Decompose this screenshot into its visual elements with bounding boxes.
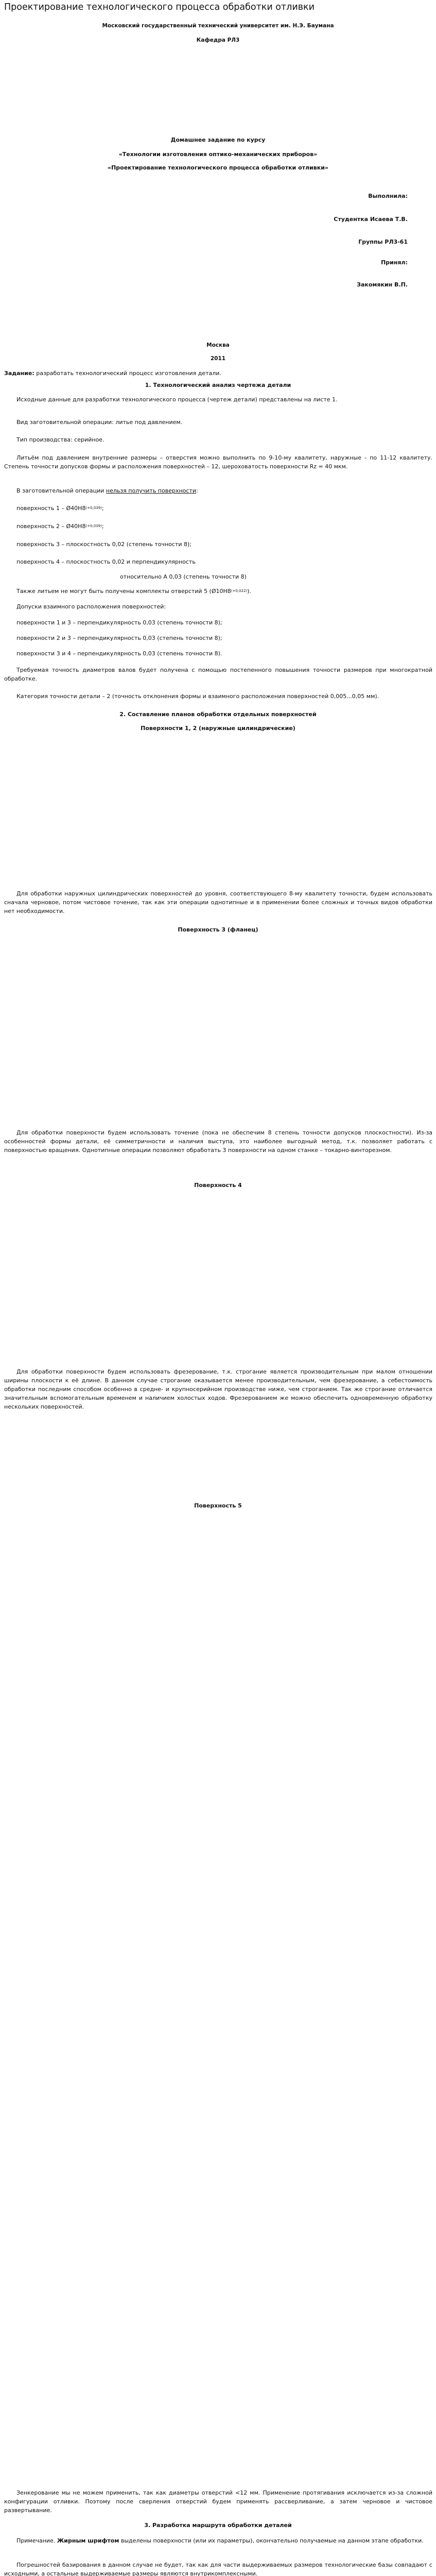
task-statement	[4, 369, 432, 378]
s1-paragraph-3: Тип производства: серийное.	[16, 436, 104, 443]
s2-paragraph-1: Для обработки наружных цилиндрических поверхностей до уровня, соответствующего 8-му квалитету точности, будем использовать сначала черновое, потом чистовое точение, так как эти операции однотипные и в применении более сложных и точных видов обработки нет необходимости.	[4, 890, 432, 914]
s3-paragraph-1	[4, 2536, 432, 2545]
s1-paragraph-9: Категория точности детали – 2 (точность отклонения формы и взаимного расположения поверхностей 0,005...0,05 мм).	[16, 693, 379, 700]
s1-paragraph-8: Требуемая точность диаметров валов будет получена с помощью постепенного повышения точности размеров при многократной обработке.	[4, 667, 432, 682]
s1-p5-underlined: нельзя получить поверхности	[106, 487, 196, 494]
s1-p6-pre: Также литьем не могут быть получены комплекты отверстий 5 (Ø10H8	[16, 588, 231, 595]
s1-paragraph-6	[16, 587, 251, 596]
surface-item	[16, 522, 104, 531]
s1-p6-tolerance: (+0,022)	[231, 589, 248, 593]
surface-text: поверхность 1 – Ø40H8	[16, 505, 86, 512]
surface-end: ;	[101, 505, 104, 512]
s1-p6-post: ).	[247, 588, 251, 595]
cover-course: «Технологии изготовления оптико-механических приборов»	[118, 151, 318, 158]
tolerance-item: поверхности 3 и 4 – перпендикулярность 0,03 (степень точности 8).	[16, 650, 222, 657]
section2-heading: 2. Составление планов обработки отдельных поверхностей	[119, 711, 317, 718]
s1-p5-post: :	[196, 487, 198, 494]
s1-p5-pre: В заготовительной операции	[16, 487, 106, 494]
surface-text: поверхность 3 – плоскостность 0,02 (степень точности 8);	[16, 541, 191, 548]
group-name: Группы РЛ3-61	[358, 239, 408, 245]
s1-paragraph-7: Допуски взаимного расположения поверхностей:	[16, 603, 166, 610]
document-title: Проектирование технологического процесса обработки отливки	[4, 2, 315, 12]
surface-5-heading: Поверхность 5	[194, 1502, 242, 1509]
performed-label: Выполнила:	[368, 193, 408, 199]
surface-item	[16, 557, 196, 566]
cover-city: Москва	[206, 342, 230, 348]
surface-tolerance: (+0,039)	[85, 524, 102, 528]
figure-placeholder	[0, 737, 436, 884]
surface-tolerance: (+0,039)	[85, 506, 102, 510]
surface-3-heading: Поверхность 3 (фланец)	[178, 926, 258, 933]
figure-placeholder	[0, 938, 436, 1121]
cover-topic: «Проектирование технологического процесса обработки отливки»	[107, 164, 329, 171]
section3-heading: 3. Разработка маршрута обработки деталей	[144, 2522, 292, 2529]
surface-text: поверхность 4 – плоскостность 0,02 и перпендикулярность	[16, 558, 196, 565]
figure-placeholder	[0, 1195, 436, 1363]
accepted-label: Принял:	[381, 259, 408, 266]
student-name: Студентка Исаева Т.В.	[334, 216, 408, 223]
surface-item-continuation: относительно А 0,03 (степень точности 8)	[120, 573, 247, 580]
cover-year: 2011	[210, 355, 226, 362]
surfaces-1-2-heading: Поверхности 1, 2 (наружные цилиндрические)	[141, 725, 295, 732]
surface-item	[16, 540, 191, 549]
s3-p1-bold: Жирным шрифтом	[57, 2537, 119, 2544]
cover-task-title: Домашнее задание по курсу	[170, 137, 266, 143]
surface-item	[16, 504, 104, 513]
teacher-name: Закомякин В.П.	[357, 281, 408, 288]
figure-placeholder	[0, 1515, 436, 1978]
surface-end: ;	[101, 523, 104, 530]
s3-paragraph-2: Погрешностей базирования в данном случае не будет, так как для части выдерживаемых размеров технологические базы совпадают с исходными, а остальные выдерживаемые размеры являются внутрикомплексными.	[4, 2562, 432, 2576]
s1-paragraph-1: Исходные данные для разработки технологического процесса (чертеж детали) представлены на листе 1.	[16, 396, 338, 403]
department-name: Кафедра РЛ3	[196, 37, 240, 43]
s1-paragraph-4: Литьём под давлением внутренние размеры – отверстия можно выполнить по 9-10-му квалитету, наружные - по 11-12 квалитету. Степень точности допусков формы и расположения поверхностей – 12, шероховатость поверхности Rz = 40 мкм.	[4, 454, 432, 470]
s2-paragraph-4: Зенкерование мы не можем применить, так как диаметры отверстий <12 мм. Применение протягивания исключается из-за сложной конфигурации отливки. Поэтому после сверления отверстий будем применять рассверливание, а затем черновое и чистовое развертывание.	[4, 2489, 432, 2514]
s2-paragraph-2: Для обработки поверхности будем использовать точение (пока не обеспечим 8 степень точности допусков плоскостности). Из-за особенностей формы детали, её симметричности и наличия выступа, это наиболее выгодный метод, т.к. позволяет работать с поверхностью вращения. Однотипные операции позволяют обработать 3 поверхности на одном станке – токарно-винторезном.	[4, 1129, 432, 1154]
s2-paragraph-3: Для обработки поверхности будем использовать фрезерование, т.к. строгание является производительным при малом отношении ширины плоскости к её длине. В данном случае строгание оказывается менее производительным, чем фрезерование, а себестоимость обработки последним способом особенно в средне- и крупносерийном производстве ниже, чем строганием. Так же строгание отличается значительным вспомогательным временем и наличием холостых ходов. Фрезерованием же можно обеспечить одновременную обработку нескольких поверхностей.	[4, 1368, 432, 1410]
s1-paragraph-5	[16, 486, 198, 495]
task-label: Задание:	[4, 370, 34, 377]
surface-text: поверхность 2 – Ø40H8	[16, 523, 86, 530]
task-text: разработать технологический процесс изготовления детали.	[36, 370, 221, 377]
s3-p1-pre: Примечание.	[16, 2537, 57, 2544]
tolerance-item: поверхности 1 и 3 – перпендикулярность 0,03 (степень точности 8);	[16, 619, 222, 626]
surface-4-heading: Поверхность 4	[194, 1182, 242, 1189]
tolerance-item: поверхности 2 и 3 – перпендикулярность 0,03 (степень точности 8);	[16, 635, 222, 641]
s3-p1-post: выделены поверхности (или их параметры), окончательно получаемые на данном этапе обработки.	[119, 2537, 424, 2544]
section1-heading: 1. Технологический анализ чертежа детали	[145, 382, 291, 388]
university-name: Московский государственный технический университет им. Н.Э. Баумана	[102, 23, 334, 29]
s1-paragraph-2: Вид заготовительной операции: литье под давлением.	[16, 419, 183, 426]
